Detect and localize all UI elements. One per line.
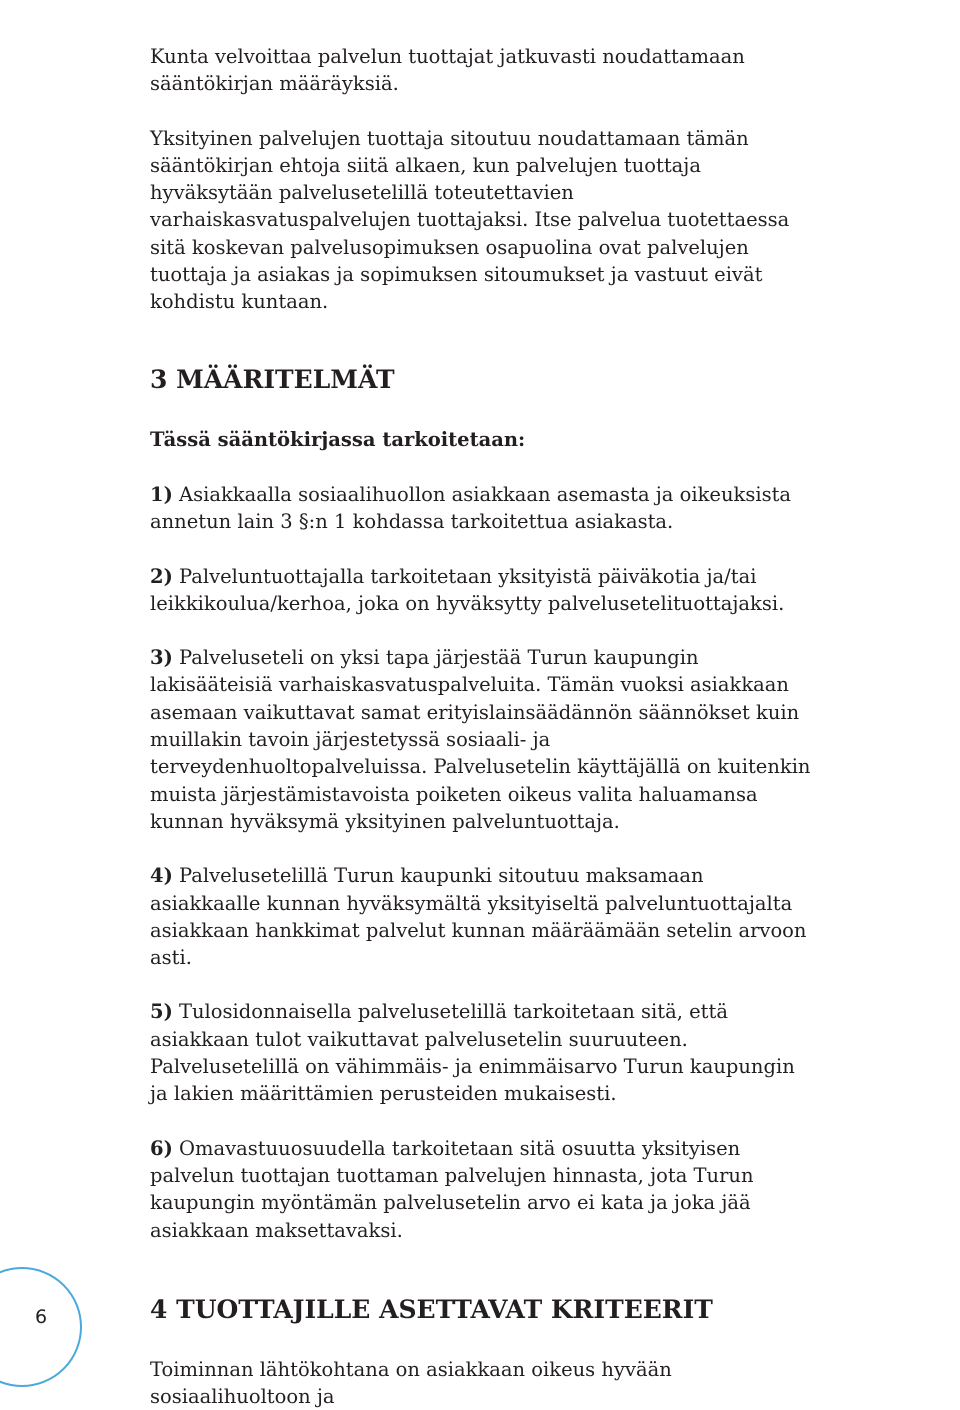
definition-5 (150, 998, 815, 1107)
section-3-heading: 3 MÄÄRITELMÄT (150, 364, 395, 394)
definition-3 (150, 644, 815, 835)
definition-6 (150, 1135, 815, 1244)
definition-2 (150, 563, 815, 618)
page-content (150, 43, 815, 1410)
definition-text: Palvelusetelillä Turun kaupunki sitoutuu maksamaan asiakkaalle kunnan hyväksymältä yksityiseltä palveluntuottajalta asiakkaan hankkimat palvelut kunnan määräämään setelin arvoon asti. (150, 864, 807, 970)
section-4-heading: 4 TUOTTAJILLE ASETTAVAT KRITEERIT (150, 1294, 713, 1324)
intro-paragraph-1: Kunta velvoittaa palvelun tuottajat jatkuvasti noudattamaan sääntökirjan määräyksiä. (150, 45, 745, 96)
definition-text: Asiakkaalla sosiaalihuollon asiakkaan asemasta ja oikeuksista annetun lain 3 §:n 1 kohdassa tarkoitettua asiakasta. (150, 482, 792, 534)
definition-number: 3) (150, 646, 173, 670)
definition-number: 1) (150, 482, 173, 506)
definition-number: 6) (150, 1136, 173, 1160)
definition-number: 2) (150, 564, 173, 588)
definition-text: Palveluseteli on yksi tapa järjestää Turun kaupungin lakisääteisiä varhaiskasvatuspalveluita. Tämän vuoksi asiakkaan asemaan vaikuttavat samat erityislainsäädännön säännökset kuin muillakin tavoin järjestetyssä sosiaali- ja terveydenhuoltopalveluissa. Palvelusetelin käyttäjällä on kuitenkin muista järjestämistavoista poiketen oikeus valita haluamansa kunnan hyväksymä yksityinen palveluntuottaja. (150, 646, 811, 833)
section-4-paragraph-1: Toiminnan lähtökohtana on asiakkaan oikeus hyvään sosiaalihuoltoon ja (150, 1357, 672, 1409)
definition-text: Palveluntuottajalla tarkoitetaan yksityistä päiväkotia ja/tai leikkikoulua/kerhoa, joka on hyväksytty palvelusetelituottajaksi. (150, 564, 785, 615)
definition-number: 5) (150, 1000, 173, 1024)
definition-1 (150, 481, 815, 536)
definition-text: Omavastuuosuudella tarkoitetaan sitä osuutta yksityisen palvelun tuottajan tuottaman palvelujen hinnasta, jota Turun kaupungin myöntämän palvelusetelin arvo ei kata ja joka jää asiakkaan maksettavaksi. (150, 1136, 754, 1242)
section-3-subheading: Tässä sääntökirjassa tarkoitetaan: (150, 427, 526, 451)
definition-4 (150, 862, 815, 971)
intro-paragraph-2: Yksityinen palvelujen tuottaja sitoutuu noudattamaan tämän sääntökirjan ehtoja siitä alkaen, kun palvelujen tuottaja hyväksytään palvelusetelillä toteutettavien varhaiskasvatuspalvelujen tuottajaksi. Itse palvelua tuotettaessa sitä koskevan palvelusopimuksen osapuolina ovat palvelujen tuottaja ja asiakas ja sopimuksen sitoumukset ja vastuut eivät kohdistu kuntaan. (150, 126, 790, 314)
page-number: 6 (34, 1306, 48, 1328)
definition-number: 4) (150, 864, 173, 888)
definition-text: Tulosidonnaisella palvelusetelillä tarkoitetaan sitä, että asiakkaan tulot vaikuttavat palvelusetelin suuruuteen. Palvelusetelillä on vähimmäis- ja enimmäisarvo Turun kaupungin ja lakien määrittämien perusteiden mukaisesti. (150, 1000, 795, 1106)
